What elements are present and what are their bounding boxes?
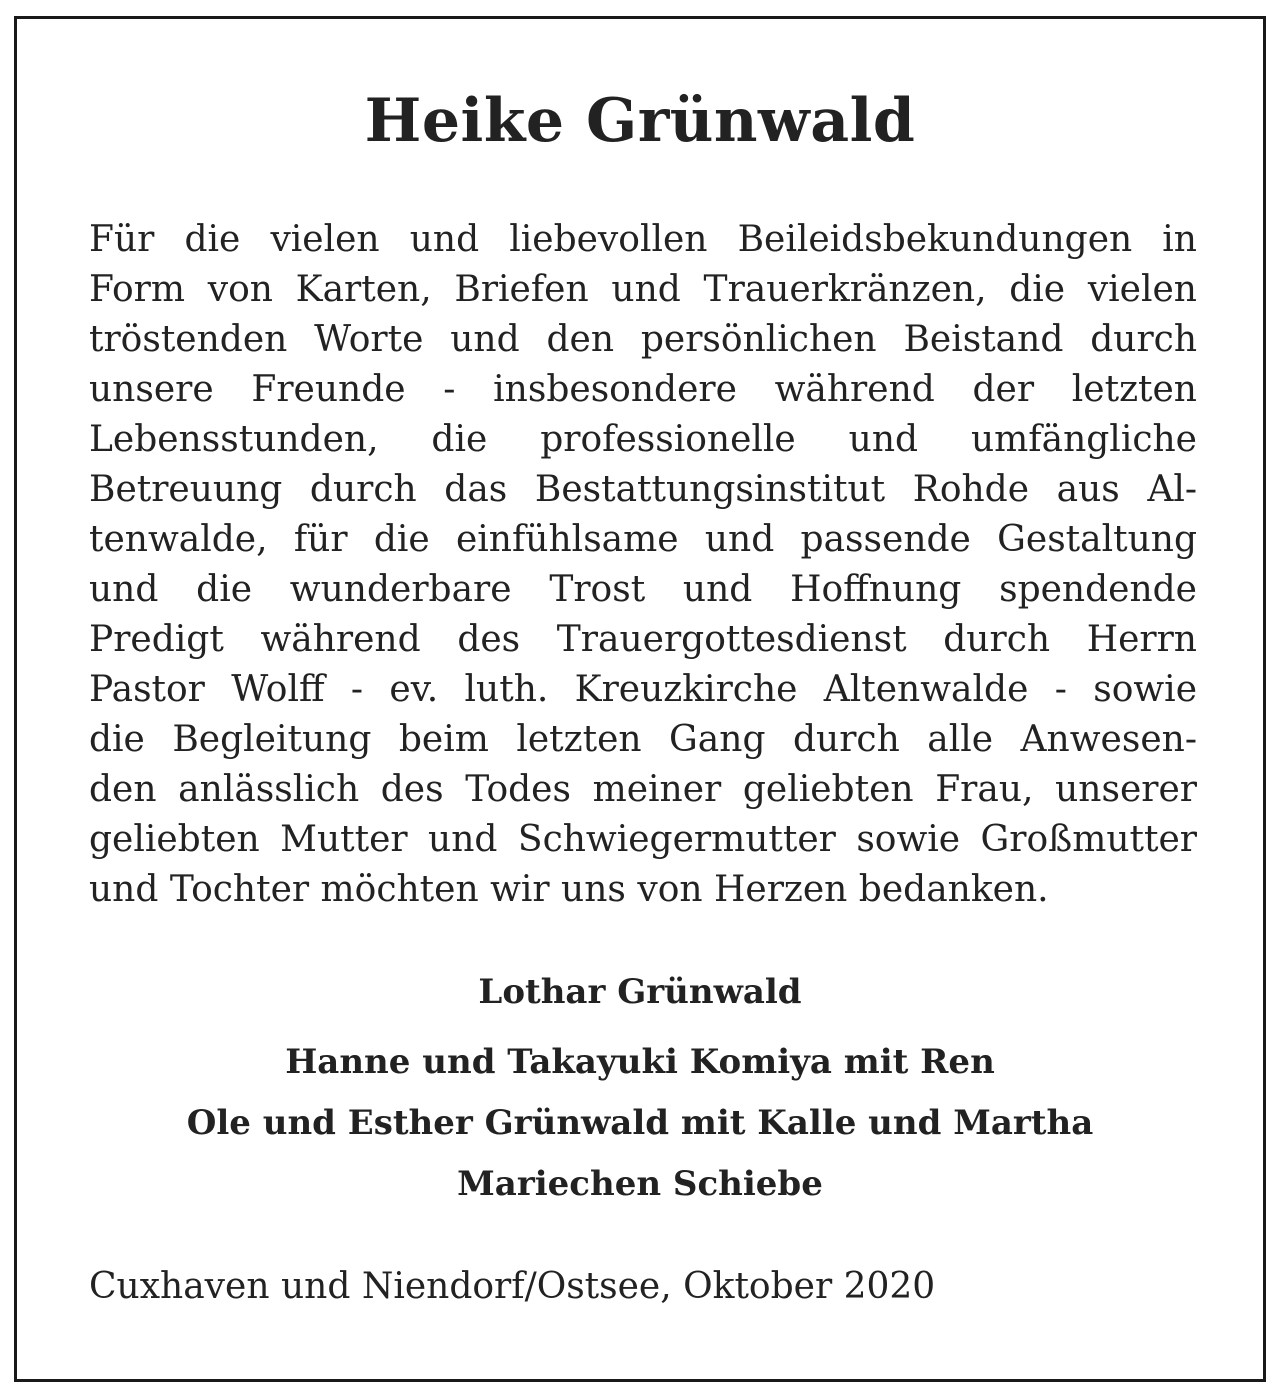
signer-name: Lothar Grünwald: [478, 972, 802, 1012]
signer-name: Hanne und Takayuki Komiya mit Ren: [285, 1042, 995, 1082]
notice-frame: [14, 16, 1266, 1382]
body-line: Lebensstunden, die professionelle und umfängliche: [89, 419, 1197, 460]
place-date: Cuxhaven und Niendorf/Ostsee, Oktober 2020: [89, 1266, 936, 1307]
body-line: und Tochter möchten wir uns von Herzen bedanken.: [89, 869, 1049, 910]
body-line: Predigt während des Trauergottesdienst durch Herrn: [89, 619, 1197, 660]
signer-name: Mariechen Schiebe: [457, 1164, 823, 1204]
body-line: tenwalde, für die einfühlsame und passende Gestaltung: [89, 519, 1197, 560]
signer-name: Ole und Esther Grünwald mit Kalle und Martha: [186, 1103, 1094, 1143]
body-line: Form von Karten, Briefen und Trauerkränzen, die vielen: [89, 269, 1197, 310]
body-line: unsere Freunde - insbesondere während der letzten: [89, 369, 1197, 410]
body-line: Pastor Wolff - ev. luth. Kreuzkirche Altenwalde - sowie: [89, 669, 1197, 710]
notice-body: [89, 215, 1197, 915]
body-line: und die wunderbare Trost und Hoffnung spendende: [89, 569, 1197, 610]
body-line: Betreuung durch das Bestattungsinstitut Rohde aus Al-: [89, 469, 1197, 510]
body-line: Für die vielen und liebevollen Beileidsbekundungen in: [89, 219, 1197, 260]
body-line: tröstenden Worte und den persönlichen Beistand durch: [89, 319, 1197, 360]
notice-title: Heike Grünwald: [364, 86, 916, 156]
body-line: geliebten Mutter und Schwiegermutter sowie Großmutter: [89, 819, 1197, 860]
body-line: die Begleitung beim letzten Gang durch alle Anwesen-: [89, 719, 1197, 760]
body-line: den anlässlich des Todes meiner geliebten Frau, unserer: [89, 769, 1197, 810]
